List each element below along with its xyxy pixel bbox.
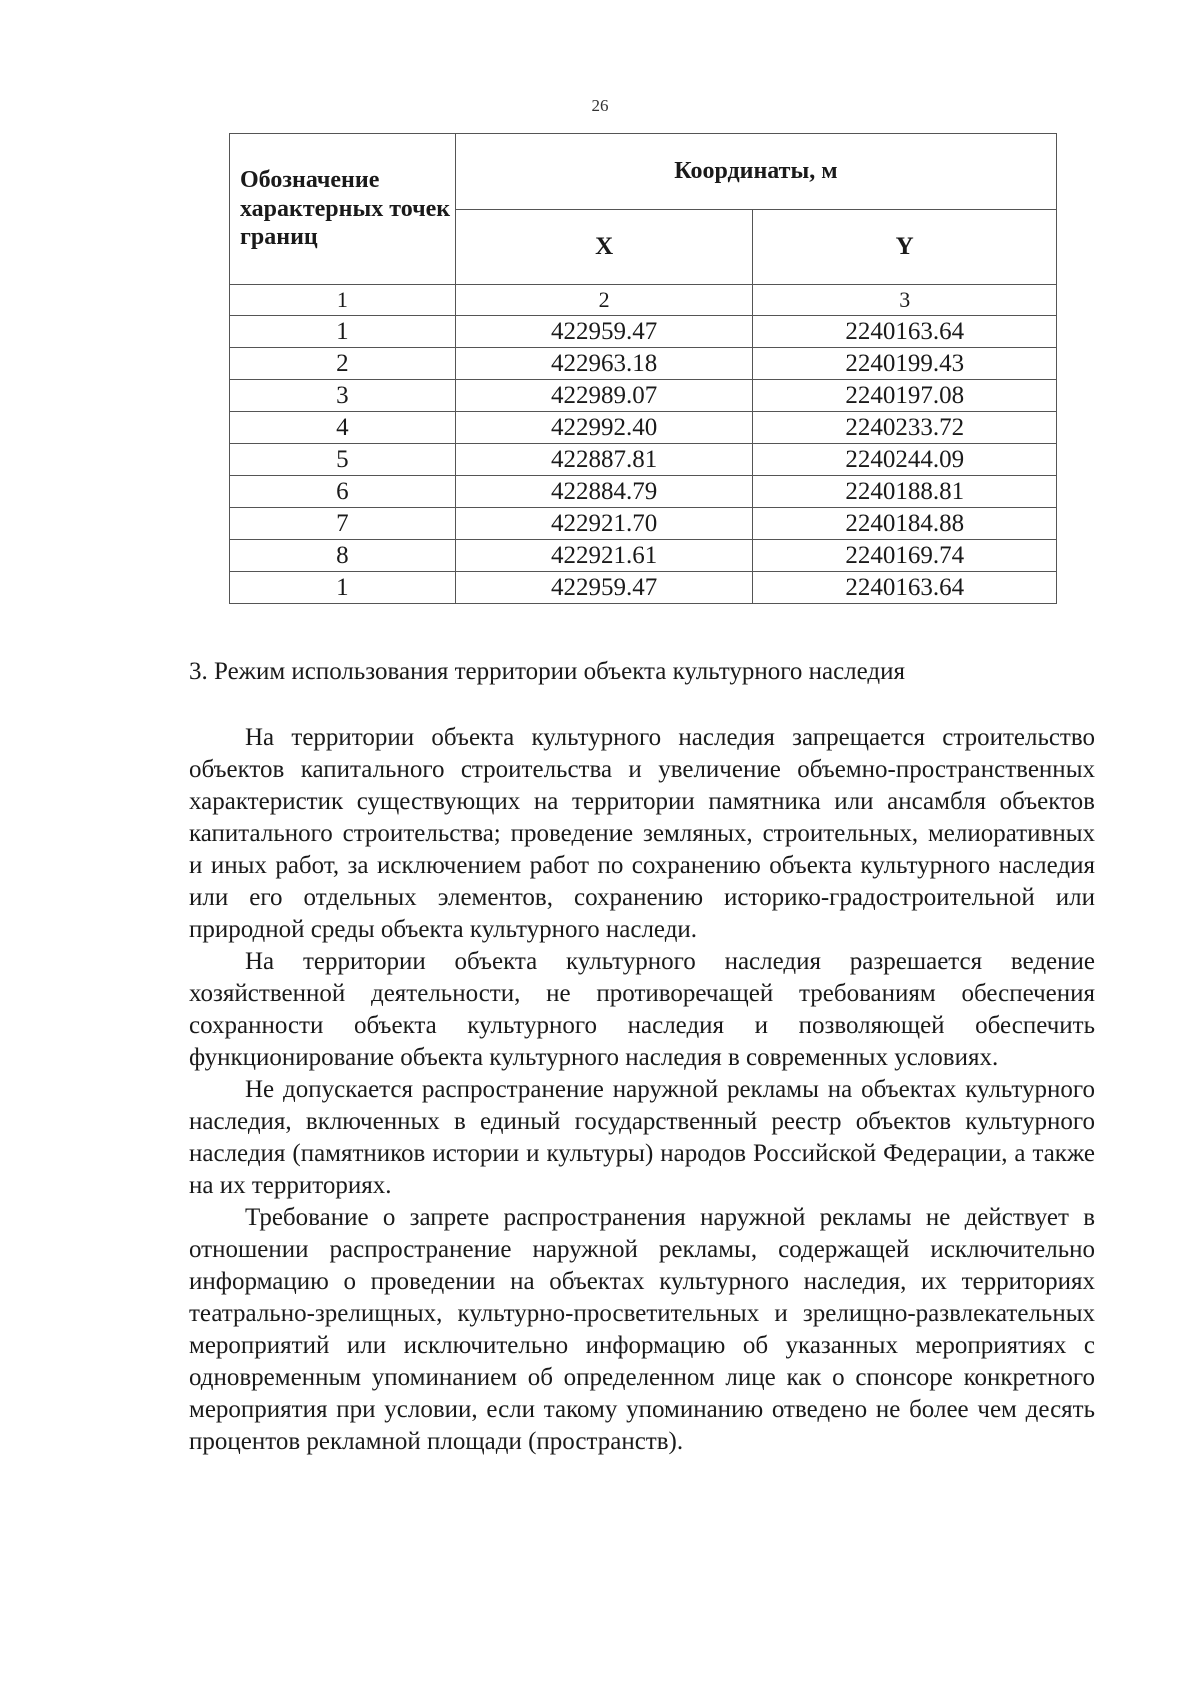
page-number: 26	[591, 96, 609, 115]
point-number: 5	[230, 444, 456, 476]
x-value: 422921.70	[455, 508, 753, 540]
point-number: 7	[230, 508, 456, 540]
column-number-row	[230, 285, 1057, 316]
table-row	[230, 348, 1057, 380]
x-value: 422992.40	[455, 412, 753, 444]
y-value: 2240199.43	[753, 348, 1057, 380]
table-row	[230, 412, 1057, 444]
x-value: 422884.79	[455, 476, 753, 508]
header-point-designation: Обозначение характерных точек границ	[230, 134, 456, 285]
table-row	[230, 508, 1057, 540]
header-x: X	[455, 209, 753, 285]
x-value: 422959.47	[455, 572, 753, 604]
column-number: 3	[753, 285, 1057, 316]
section-heading: 3. Режим использования территории объекта культурного наследия	[189, 658, 906, 685]
header-y: Y	[753, 209, 1057, 285]
table-row	[230, 476, 1057, 508]
point-number: 6	[230, 476, 456, 508]
x-value: 422989.07	[455, 380, 753, 412]
paragraph: Требование о запрете распространения наружной рекламы не действует в отношении распространение наружной рекламы, содержащей исключительно информацию о проведении на объектах культурного наследия, их территориях театрально-зрелищных, культурно-просветительных и зрелищно-развлекательных мероприятий или исключительно информацию об указанных мероприятиях с одновременным упоминанием об определенном лице как о спонсоре конкретного мероприятия при условии, если такому упоминанию отведено не более чем десять процентов рекламной площади (пространств).	[189, 1204, 1095, 1455]
table-row	[230, 572, 1057, 604]
column-number: 1	[230, 285, 456, 316]
table-row	[230, 316, 1057, 348]
x-value: 422959.47	[455, 316, 753, 348]
point-number: 8	[230, 540, 456, 572]
column-number: 2	[455, 285, 753, 316]
y-value: 2240163.64	[753, 316, 1057, 348]
body-text	[189, 722, 1095, 1458]
point-number: 2	[230, 348, 456, 380]
point-number: 1	[230, 572, 456, 604]
y-value: 2240233.72	[753, 412, 1057, 444]
x-value: 422921.61	[455, 540, 753, 572]
point-number: 1	[230, 316, 456, 348]
header-coordinates: Координаты, м	[455, 134, 1056, 210]
y-value: 2240188.81	[753, 476, 1057, 508]
y-value: 2240163.64	[753, 572, 1057, 604]
y-value: 2240184.88	[753, 508, 1057, 540]
paragraph: На территории объекта культурного наследия разрешается ведение хозяйственной деятельности, не противоречащей требованиям обеспечения сохранности объекта культурного наследия и позволяющей обеспечить функционирование объекта культурного наследия в современных условиях.	[189, 948, 1095, 1071]
x-value: 422963.18	[455, 348, 753, 380]
table-row	[230, 540, 1057, 572]
paragraph: На территории объекта культурного наследия запрещается строительство объектов капитального строительства и увеличение объемно-пространственных характеристик существующих на территории памятника или ансамбля объектов капитального строительства; проведение земляных, строительных, мелиоративных и иных работ, за исключением работ по сохранению объекта культурного наследия или его отдельных элементов, сохранению историко-градостроительной или природной среды объекта культурного наследи.	[189, 724, 1095, 943]
table-row	[230, 444, 1057, 476]
y-value: 2240244.09	[753, 444, 1057, 476]
y-value: 2240197.08	[753, 380, 1057, 412]
point-number: 3	[230, 380, 456, 412]
coordinates-table	[229, 133, 1057, 604]
table-row	[230, 380, 1057, 412]
y-value: 2240169.74	[753, 540, 1057, 572]
point-number: 4	[230, 412, 456, 444]
x-value: 422887.81	[455, 444, 753, 476]
paragraph: Не допускается распространение наружной рекламы на объектах культурного наследия, включенных в единый государственный реестр объектов культурного наследия (памятников истории и культуры) народов Российской Федерации, а также на их территориях.	[189, 1076, 1095, 1199]
